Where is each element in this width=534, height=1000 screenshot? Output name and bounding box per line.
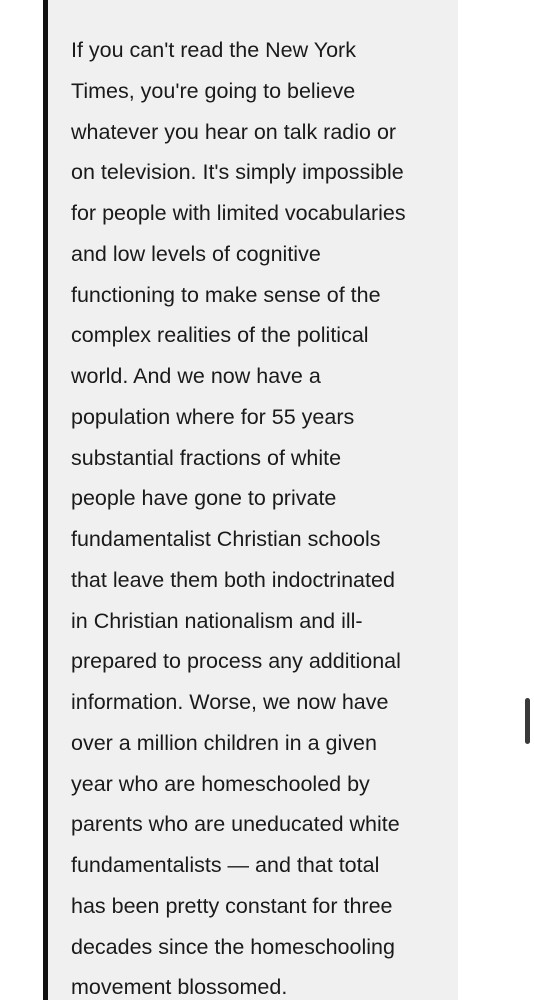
quote-line: movement blossomed. bbox=[71, 975, 288, 1000]
quote-line: substantial fractions of white bbox=[71, 445, 342, 470]
blockquote bbox=[43, 0, 458, 1000]
quote-line: information. Worse, we now have bbox=[71, 690, 389, 714]
quote-line: prepared to process any additional bbox=[71, 649, 401, 674]
quote-line: on television. It's simply impossible bbox=[71, 160, 404, 185]
quote-line: for people with limited vocabularies bbox=[71, 201, 406, 225]
quote-line: world. And we now have a bbox=[71, 364, 321, 388]
quote-line: parents who are uneducated white bbox=[71, 812, 400, 837]
quote-line: and low levels of cognitive bbox=[71, 241, 321, 266]
quote-line: complex realities of the political bbox=[71, 323, 369, 348]
quote-line: Times, you're going to believe bbox=[71, 78, 356, 103]
quote-line: that leave them both indoctrinated bbox=[71, 567, 395, 592]
quote-line: year who are homeschooled by bbox=[71, 771, 370, 796]
quote-line: If you can't read the New York bbox=[71, 38, 356, 62]
quote-line: in Christian nationalism and ill- bbox=[71, 608, 363, 633]
quote-line: decades since the homeschooling bbox=[71, 934, 395, 959]
quote-line: population where for 55 years bbox=[71, 404, 355, 429]
quote-line: has been pretty constant for three bbox=[71, 893, 393, 918]
quote-line: fundamentalist Christian schools bbox=[71, 527, 381, 551]
quote-line: fundamentalists — and that total bbox=[71, 853, 380, 877]
quote-left-border bbox=[43, 0, 48, 1000]
quote-line: people have gone to private bbox=[71, 486, 337, 511]
quote-line: functioning to make sense of the bbox=[71, 282, 381, 307]
quote-line: over a million children in a given bbox=[71, 730, 377, 755]
scrollbar-thumb[interactable] bbox=[525, 698, 530, 744]
quote-line: whatever you hear on talk radio or bbox=[71, 119, 397, 144]
quote-text bbox=[71, 30, 406, 1000]
